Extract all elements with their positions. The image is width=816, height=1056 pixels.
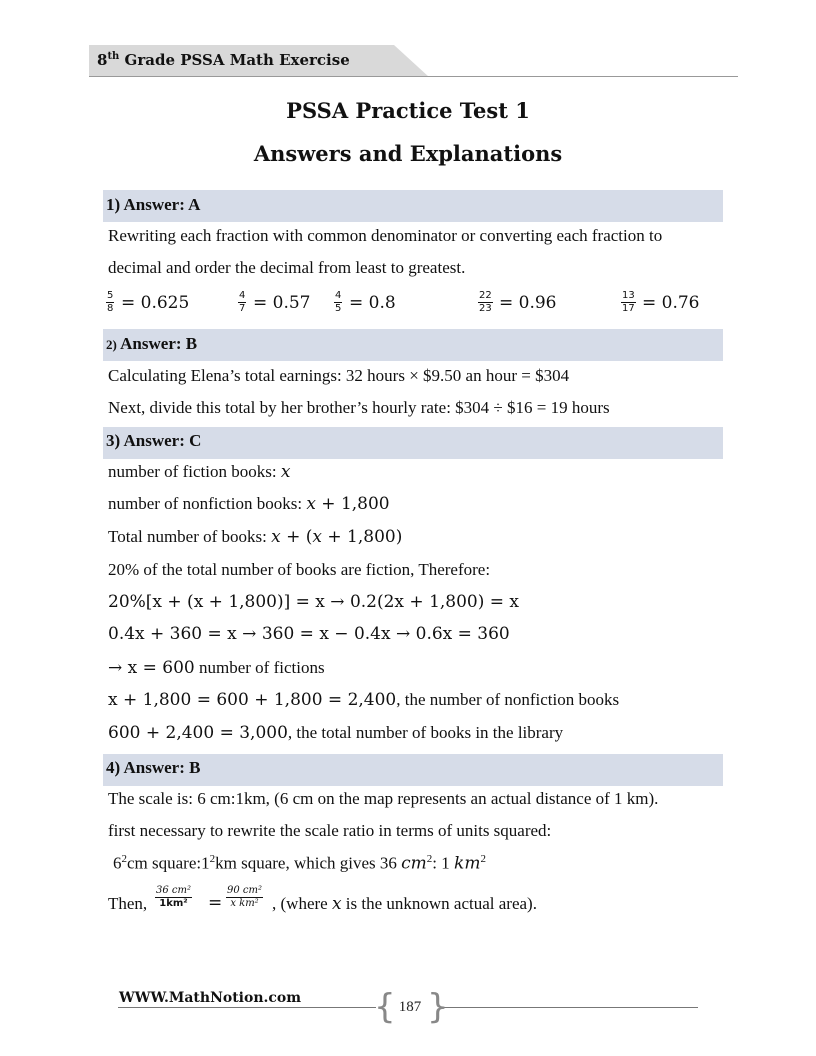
fraction-3: $\frac{4}{5}$ [335, 290, 342, 314]
fraction-value-2: = 0.57 [253, 293, 311, 313]
q1-text-1: Rewriting each fraction with common denominator or converting each fraction to [108, 226, 663, 245]
q4-text-2: first necessary to rewrite the scale ratio in terms of units squared: [108, 821, 552, 840]
q4-line-4-rest: , (where x is the unknown actual area). [272, 894, 537, 914]
scale-fraction-2: $\frac{\text{90 cm²}}{\text{x km²}}$ [227, 885, 262, 909]
page-bracket-right: } [427, 987, 449, 1027]
answer-label-1: 1) Answer: A [106, 195, 201, 214]
q3-line-3: Total number of books: x + (x + 1,800) [108, 527, 403, 547]
q4-then: Then, [108, 894, 148, 913]
answer-label-4: 4) Answer: B [106, 758, 201, 777]
q4-text-1: The scale is: 6 cm:1km, (6 cm on the map represents an actual distance of 1 km). [108, 789, 659, 808]
page-title: PSSA Practice Test 1 [286, 98, 530, 123]
scale-fraction-1: $\frac{\text{36 cm²}}{\text{1km²}}$ [156, 885, 191, 909]
page-subtitle: Answers and Explanations [253, 141, 563, 166]
q4-line-3: $6^2cm$ $square:1^2km$ square, which gives 36 $cm^2$: 1 $km^2$ [113, 853, 486, 874]
page-bracket-left: { [374, 987, 396, 1027]
q3-line-6: 0.4x + 360 = x → 360 = x − 0.4x → 0.6x = 360 [108, 624, 510, 644]
answer-label-3: 3) Answer: C [106, 431, 202, 450]
fraction-value-5: = 0.76 [642, 293, 700, 313]
answer-label-2: 2) Answer: B [106, 334, 198, 353]
header-title: 8th Grade PSSA Math Exercise [97, 51, 350, 69]
q2-text-2: Next, divide this total by her brother’s hourly rate: $304 ÷ $16 = 19 hours [108, 398, 610, 417]
q2-text-1: Calculating Elena’s total earnings: 32 hours × $9.50 an hour = $304 [108, 366, 570, 385]
footer-rule-right [440, 1007, 698, 1008]
q1-text-2: decimal and order the decimal from least to greatest. [108, 258, 466, 277]
fraction-value-1: = 0.625 [121, 293, 190, 313]
q3-line-8: x + 1,800 = 600 + 1,800 = 2,400, the number of nonfiction books [108, 690, 620, 710]
fraction-equals: = [208, 893, 223, 913]
q3-line-5: 20%[x + (x + 1,800)] = x → 0.2(2x + 1,800) = x [108, 592, 520, 612]
q3-line-9: 600 + 2,400 = 3,000, the total number of books in the library [108, 723, 564, 743]
fraction-value-3: = 0.8 [349, 293, 396, 313]
page-number: 187 [398, 999, 422, 1015]
q3-line-7: → x = 600 number of fictions [108, 658, 325, 678]
fraction-value-4: = 0.96 [499, 293, 557, 313]
header-rule [89, 76, 738, 77]
fraction-2: $\frac{4}{7}$ [239, 290, 246, 314]
q3-line-2: number of nonfiction books: x + 1,800 [108, 494, 390, 514]
q3-line-1: number of fiction books: x [108, 462, 291, 482]
fraction-4: $\frac{22}{23}$ [479, 290, 492, 314]
footer-rule-left [118, 1007, 376, 1008]
fraction-1: $\frac{5}{8}$ [107, 290, 114, 314]
q3-line-4: 20% of the total number of books are fiction, Therefore: [108, 560, 491, 579]
fraction-5: $\frac{13}{17}$ [622, 290, 635, 314]
footer-website: WWW.MathNotion.com [119, 990, 302, 1006]
